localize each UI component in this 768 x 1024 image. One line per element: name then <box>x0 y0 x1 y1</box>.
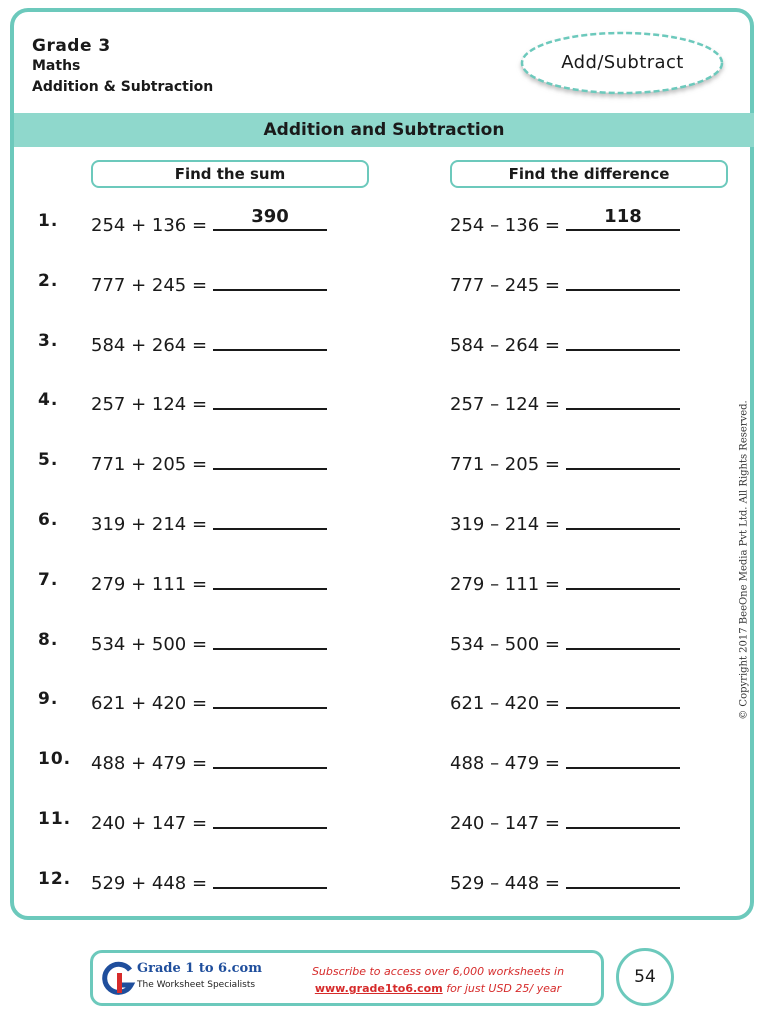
problem-row <box>0 803 768 843</box>
addition-expression: 488 + 479 = <box>91 753 208 775</box>
difference-answer-blank[interactable] <box>566 510 680 530</box>
addition-expression: 777 + 245 = <box>91 274 208 296</box>
subtraction-expression: 584 – 264 = <box>450 334 560 356</box>
sum-answer: 390 <box>251 206 289 227</box>
copyright-notice: © Copyright 2017 BeeOne Media Pvt Ltd. All Rights Reserved. <box>738 400 750 720</box>
addition-problem <box>91 510 327 535</box>
addition-problem <box>91 390 327 415</box>
difference-answer-blank[interactable] <box>566 390 680 410</box>
addition-problem <box>91 749 327 774</box>
addition-expression: 584 + 264 = <box>91 334 208 356</box>
problem-row <box>0 863 768 903</box>
problem-row <box>0 205 768 245</box>
addition-problem <box>91 450 327 475</box>
addition-problem <box>91 869 327 894</box>
problem-number: 1. <box>38 211 59 231</box>
addition-problem <box>91 570 327 595</box>
sum-answer-blank[interactable] <box>213 271 327 291</box>
subtraction-problem <box>450 630 680 655</box>
problem-number: 12. <box>38 868 72 889</box>
subtraction-problem <box>450 749 680 774</box>
addition-problem <box>91 271 327 296</box>
subtraction-problem <box>450 510 680 535</box>
brand-name: Grade 1 to 6.com <box>137 961 262 976</box>
addition-expression: 279 + 111 = <box>91 573 208 595</box>
subtraction-expression: 279 – 111 = <box>450 573 560 595</box>
problem-number: 10. <box>38 749 72 770</box>
difference-answer-blank[interactable] <box>566 749 680 769</box>
problem-number: 3. <box>38 330 59 351</box>
topic-cloud-badge <box>515 28 730 104</box>
problem-row <box>0 504 768 544</box>
problem-number: 11. <box>38 809 72 829</box>
section-title-band: Addition and Subtraction <box>14 113 754 147</box>
sum-answer-blank[interactable] <box>213 630 327 650</box>
problem-row <box>0 624 768 664</box>
difference-answer-blank[interactable] <box>566 570 680 590</box>
problem-number: 8. <box>38 629 59 650</box>
problem-row <box>0 683 768 723</box>
problem-row <box>0 743 768 783</box>
subtraction-expression: 240 – 147 = <box>450 813 560 834</box>
subtraction-expression: 621 – 420 = <box>450 693 560 715</box>
difference-answer-blank[interactable] <box>566 809 680 829</box>
difference-answer-blank[interactable] <box>566 630 680 650</box>
worksheet-header <box>32 36 213 98</box>
subtraction-problem <box>450 390 680 415</box>
problem-row <box>0 325 768 365</box>
subtraction-expression: 777 – 245 = <box>450 274 560 296</box>
addition-expression: 621 + 420 = <box>91 693 208 715</box>
topic-badge-label: Add/Subtract <box>561 52 684 73</box>
problem-row <box>0 564 768 604</box>
sum-answer-blank[interactable] <box>213 809 327 829</box>
problem-row <box>0 384 768 424</box>
subtraction-problem <box>450 206 680 236</box>
subtraction-problem <box>450 689 680 714</box>
subtraction-expression: 771 – 205 = <box>450 454 560 476</box>
subtraction-problem <box>450 331 680 356</box>
addition-problem <box>91 809 327 834</box>
difference-answer-blank[interactable] <box>566 206 680 231</box>
page-number: 54 <box>616 948 674 1006</box>
problem-number: 7. <box>38 569 59 590</box>
problem-number: 5. <box>38 450 59 471</box>
subject-label: Maths <box>32 58 81 74</box>
subtraction-problem <box>450 271 680 296</box>
brand-tagline: The Worksheet Specialists <box>137 980 256 990</box>
addition-expression: 771 + 205 = <box>91 454 208 476</box>
promo-link[interactable]: www.grade1to6.com <box>314 982 443 995</box>
addition-expression: 240 + 147 = <box>91 813 208 834</box>
addition-expression: 534 + 500 = <box>91 633 208 655</box>
addition-problem <box>91 689 327 714</box>
difference-answer-blank[interactable] <box>566 689 680 709</box>
promo-text: Subscribe to access over 6,000 worksheets in <box>311 965 565 978</box>
sum-answer-blank[interactable] <box>213 869 327 889</box>
addition-problem <box>91 331 327 356</box>
difference-answer-blank[interactable] <box>566 869 680 889</box>
subtraction-problem <box>450 570 680 595</box>
sum-answer-blank[interactable] <box>213 570 327 590</box>
problem-row <box>0 444 768 484</box>
grade1to6-logo-icon <box>101 961 137 997</box>
column-heading-difference: Find the difference <box>450 160 728 188</box>
column-heading-sum: Find the sum <box>91 160 369 188</box>
problem-number: 9. <box>38 689 59 710</box>
sum-answer-blank[interactable] <box>213 450 327 470</box>
problem-row <box>0 265 768 305</box>
subtraction-expression: 257 – 124 = <box>450 394 560 416</box>
problem-number: 2. <box>38 270 59 291</box>
subtraction-expression: 534 – 500 = <box>450 633 560 655</box>
addition-expression: 319 + 214 = <box>91 514 208 535</box>
sum-answer-blank[interactable] <box>213 390 327 410</box>
difference-answer-blank[interactable] <box>566 271 680 291</box>
difference-answer: 118 <box>604 206 642 227</box>
subtraction-expression: 319 – 214 = <box>450 514 560 535</box>
addition-expression: 257 + 124 = <box>91 394 208 416</box>
topic-label: Addition & Subtraction <box>32 79 214 95</box>
grade-label: Grade 3 <box>32 36 111 56</box>
problem-number: 6. <box>38 510 59 530</box>
subtraction-expression: 254 – 136 = <box>450 215 560 236</box>
addition-expression: 254 + 136 = <box>91 215 208 236</box>
addition-problem <box>91 630 327 655</box>
sum-answer-blank[interactable] <box>213 206 327 231</box>
difference-answer-blank[interactable] <box>566 450 680 470</box>
subtraction-problem <box>450 809 680 834</box>
subtraction-problem <box>450 450 680 475</box>
sum-answer-blank[interactable] <box>213 331 327 351</box>
sum-answer-blank[interactable] <box>213 689 327 709</box>
subscription-promo <box>283 963 593 997</box>
addition-problem <box>91 206 327 236</box>
sum-answer-blank[interactable] <box>213 510 327 530</box>
problem-number: 4. <box>38 390 59 411</box>
addition-expression: 529 + 448 = <box>91 872 208 894</box>
subtraction-problem <box>450 869 680 894</box>
difference-answer-blank[interactable] <box>566 331 680 351</box>
subtraction-expression: 529 – 448 = <box>450 872 560 894</box>
subtraction-expression: 488 – 479 = <box>450 753 560 775</box>
footer-banner <box>90 950 604 1006</box>
promo-price-text: for just USD 25/ year <box>442 982 562 995</box>
sum-answer-blank[interactable] <box>213 749 327 769</box>
